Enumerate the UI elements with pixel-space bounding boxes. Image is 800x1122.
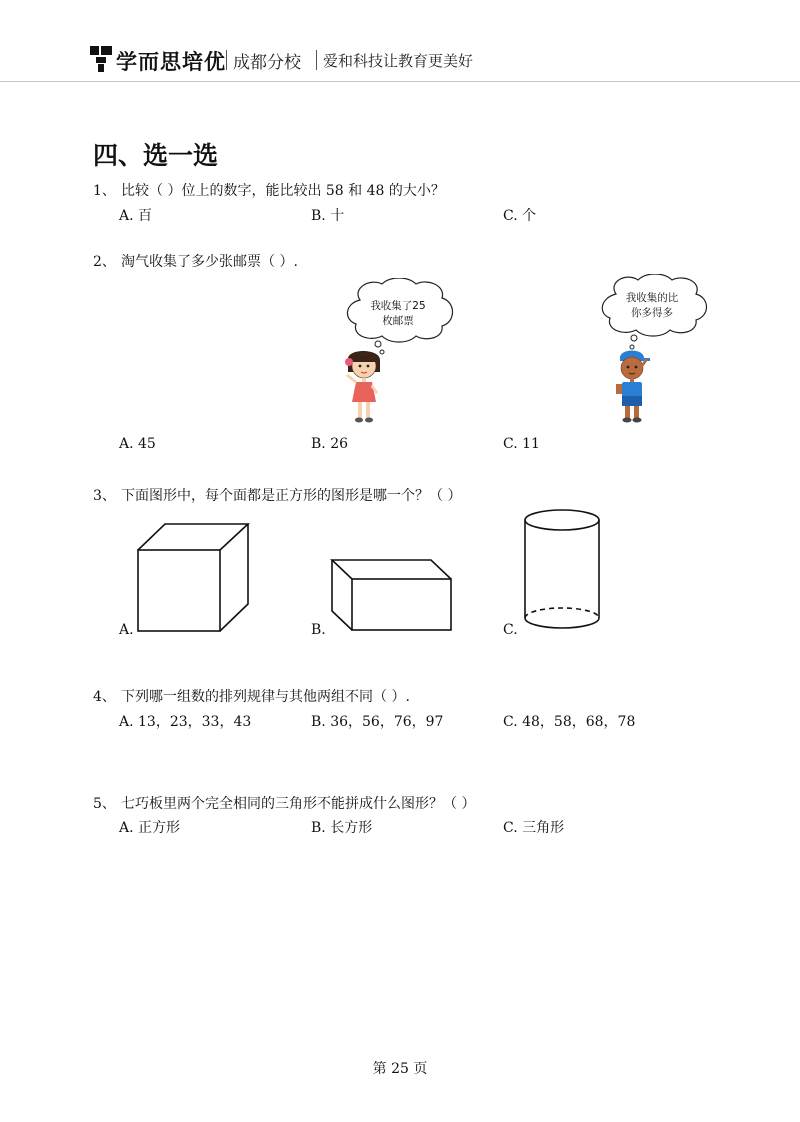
- option-b: B. 26: [311, 436, 349, 452]
- cuboid-icon: [330, 556, 456, 634]
- girl-cartoon-icon: [340, 346, 388, 426]
- question-text: 七巧板里两个完全相同的三角形不能拼成什么图形？（ ）: [121, 796, 476, 812]
- question-text: 淘气收集了多少张邮票（ ）.: [121, 254, 298, 270]
- bubble-line-1: 我收集的比: [625, 292, 679, 304]
- option-a: A. 45: [119, 436, 156, 452]
- cylinder-icon: [520, 506, 604, 634]
- boy-cartoon-icon: [610, 346, 654, 426]
- page-header: [0, 0, 800, 82]
- thought-bubble: [342, 278, 458, 348]
- question-text: 比较（ ）位上的数字，能比较出 58 和 48 的大小？: [121, 183, 445, 199]
- option-b: B.: [311, 622, 326, 638]
- option-c: C. 48，58，68，78: [503, 714, 636, 730]
- thought-bubble: [598, 274, 710, 340]
- option-b: B. 36，56，76，97: [311, 714, 444, 730]
- logo-icon: [90, 46, 112, 72]
- header-divider: [0, 81, 800, 82]
- option-c: C. 个: [503, 208, 537, 224]
- question-5: [93, 793, 475, 813]
- option-c: C. 11: [503, 436, 540, 452]
- option-a: A.: [119, 622, 134, 638]
- option-b: B. 十: [311, 208, 345, 224]
- bubble-line-1: 我收集了25: [370, 300, 426, 312]
- cube-icon: [134, 520, 254, 635]
- option-a: A. 正方形: [119, 820, 181, 836]
- question-text: 下列哪一组数的排列规律与其他两组不同（ ）.: [121, 689, 410, 705]
- header-separator: [316, 50, 317, 70]
- question-1: [93, 180, 445, 200]
- option-a: A. 13，23，33，43: [119, 714, 252, 730]
- option-b: B. 长方形: [311, 820, 373, 836]
- branch-name: 成都分校: [233, 53, 301, 73]
- option-a: A. 百: [119, 208, 153, 224]
- header-separator: [226, 50, 227, 70]
- section-title: 四、选一选: [93, 141, 219, 170]
- question-2: [93, 251, 298, 271]
- option-c: C.: [503, 622, 518, 638]
- question-number: 5、: [93, 796, 116, 812]
- brand-name: 学而思培优: [116, 50, 226, 74]
- question-number: 1、: [93, 183, 116, 199]
- page-number: 第 25 页: [372, 1061, 428, 1077]
- slogan: 爱和科技让教育更美好: [323, 52, 474, 70]
- bubble-line-2: 枚邮票: [382, 315, 414, 327]
- option-c: C. 三角形: [503, 820, 565, 836]
- question-number: 3、: [93, 488, 116, 504]
- question-number: 2、: [93, 254, 116, 270]
- question-text: 下面图形中，每个面都是正方形的图形是哪一个？（ ）: [121, 488, 462, 504]
- bubble-line-2: 你多得多: [631, 307, 673, 319]
- question-4: [93, 686, 410, 706]
- question-number: 4、: [93, 689, 116, 705]
- question-3: [93, 485, 461, 505]
